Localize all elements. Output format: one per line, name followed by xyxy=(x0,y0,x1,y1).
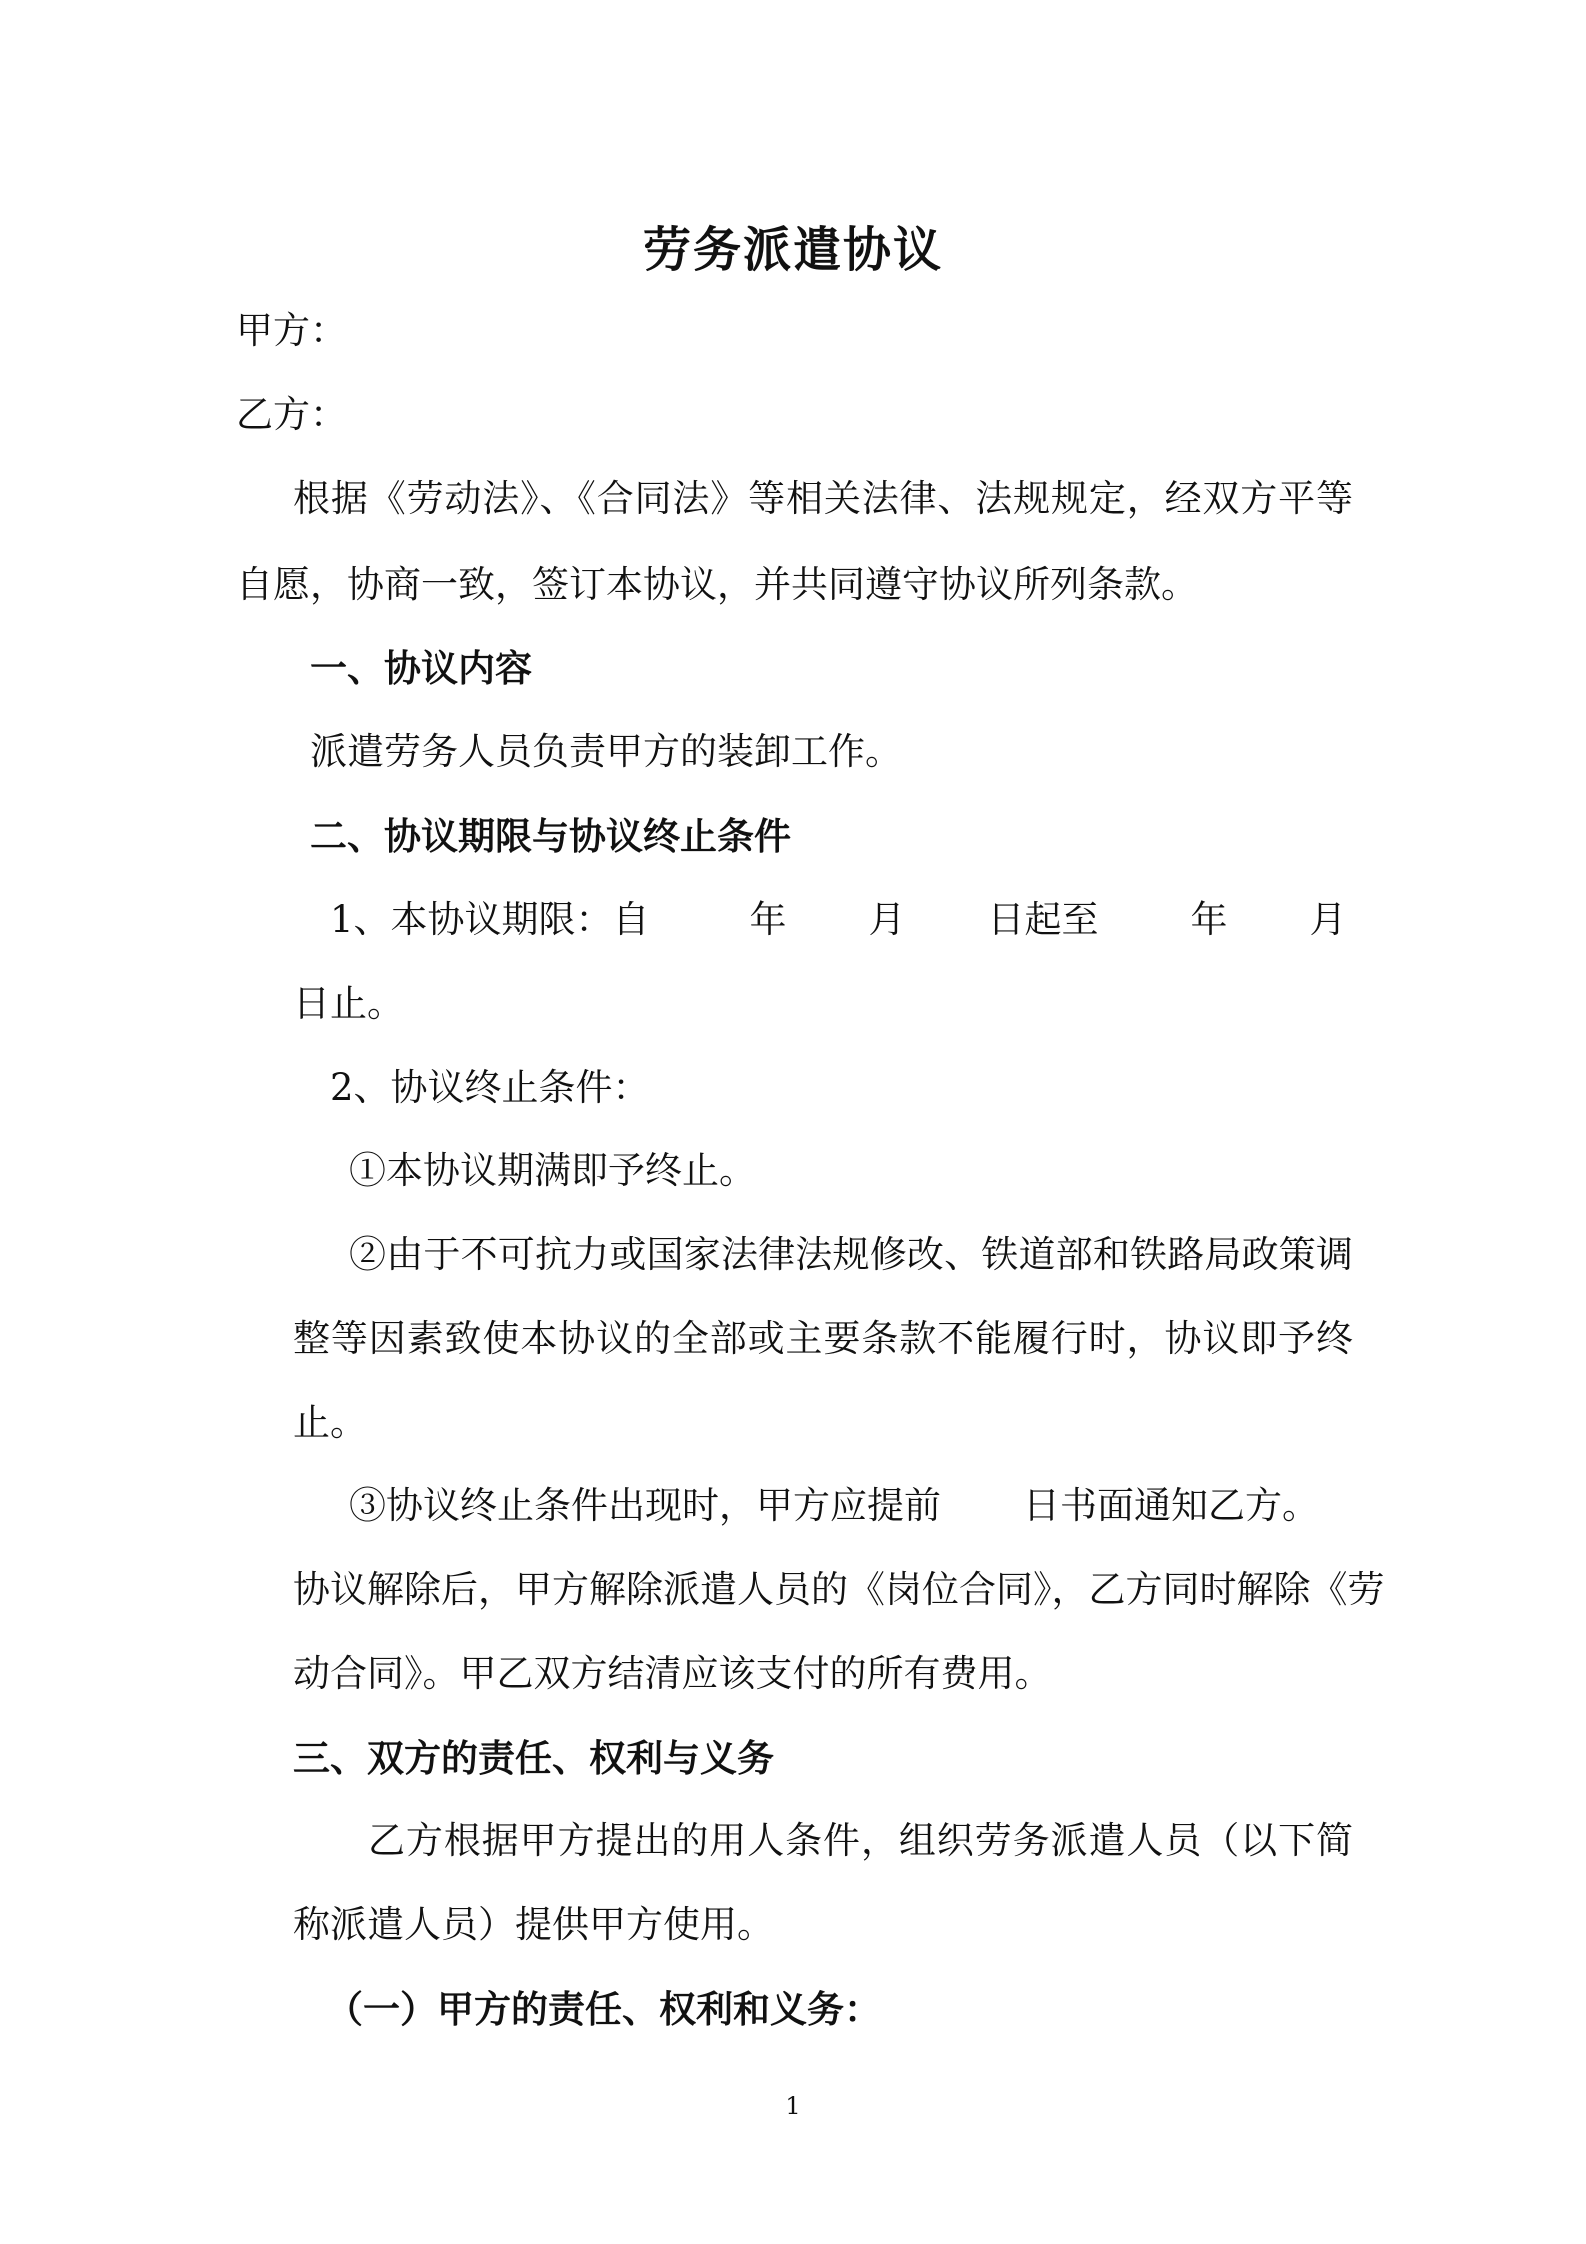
section-1-heading: 一、协议内容 xyxy=(310,646,532,690)
termination-item-3-part-2: 日书面通知乙方。 xyxy=(1023,1484,1319,1527)
section-3-body-line-2: 称派遣人员）提供甲方使用。 xyxy=(293,1903,774,1946)
termination-item-3-part-1: ③协议终止条件出现时，甲方应提前 xyxy=(349,1484,941,1527)
subsection-a-heading: （一）甲方的责任、权利和义务： xyxy=(326,1987,881,2031)
term-end: 日止。 xyxy=(293,982,404,1025)
section-2-heading: 二、协议期限与协议终止条件 xyxy=(310,814,791,858)
termination-heading: 2、协议终止条件： xyxy=(330,1066,650,1109)
termination-item-3-line-3: 动合同》。甲乙双方结清应该支付的所有费用。 xyxy=(293,1652,1052,1695)
intro-paragraph-line-2: 自愿，协商一致，签订本协议，并共同遵守协议所列条款。 xyxy=(236,563,1198,606)
termination-item-2-line-2: 整等因素致使本协议的全部或主要条款不能履行时，协议即予终 xyxy=(293,1317,1353,1360)
term-month-2: 月 xyxy=(1309,898,1347,941)
termination-item-3-line-1 xyxy=(349,1481,1319,1531)
termination-item-2-line-3: 止。 xyxy=(293,1401,367,1444)
term-year-1: 年 xyxy=(749,898,787,941)
term-month-1: 月 xyxy=(868,898,906,941)
term-prefix: 1、本协议期限：自 xyxy=(330,898,650,941)
term-day-from: 日起至 xyxy=(987,898,1099,941)
party-b-label: 乙方： xyxy=(236,393,347,436)
section-1-body: 派遣劳务人员负责甲方的装卸工作。 xyxy=(310,730,902,773)
term-line xyxy=(330,895,1354,945)
section-3-body-line-1: 乙方根据甲方提出的用人条件，组织劳务派遣人员（以下简 xyxy=(368,1819,1353,1862)
document-title: 劳务派遣协议 xyxy=(642,222,943,278)
termination-item-1: ①本协议期满即予终止。 xyxy=(349,1149,756,1192)
term-year-2: 年 xyxy=(1190,898,1228,941)
party-a-label: 甲方： xyxy=(236,309,347,352)
page-number: 1 xyxy=(785,2092,801,2120)
termination-item-3-line-2: 协议解除后，甲方解除派遣人员的《岗位合同》，乙方同时解除《劳 xyxy=(293,1568,1385,1611)
intro-paragraph-line-1: 根据《劳动法》、《合同法》等相关法律、法规规定，经双方平等 xyxy=(293,477,1353,520)
section-3-heading: 三、双方的责任、权利与义务 xyxy=(293,1736,774,1780)
termination-item-2-line-1: ②由于不可抗力或国家法律法规修改、铁道部和铁路局政策调 xyxy=(349,1233,1353,1276)
